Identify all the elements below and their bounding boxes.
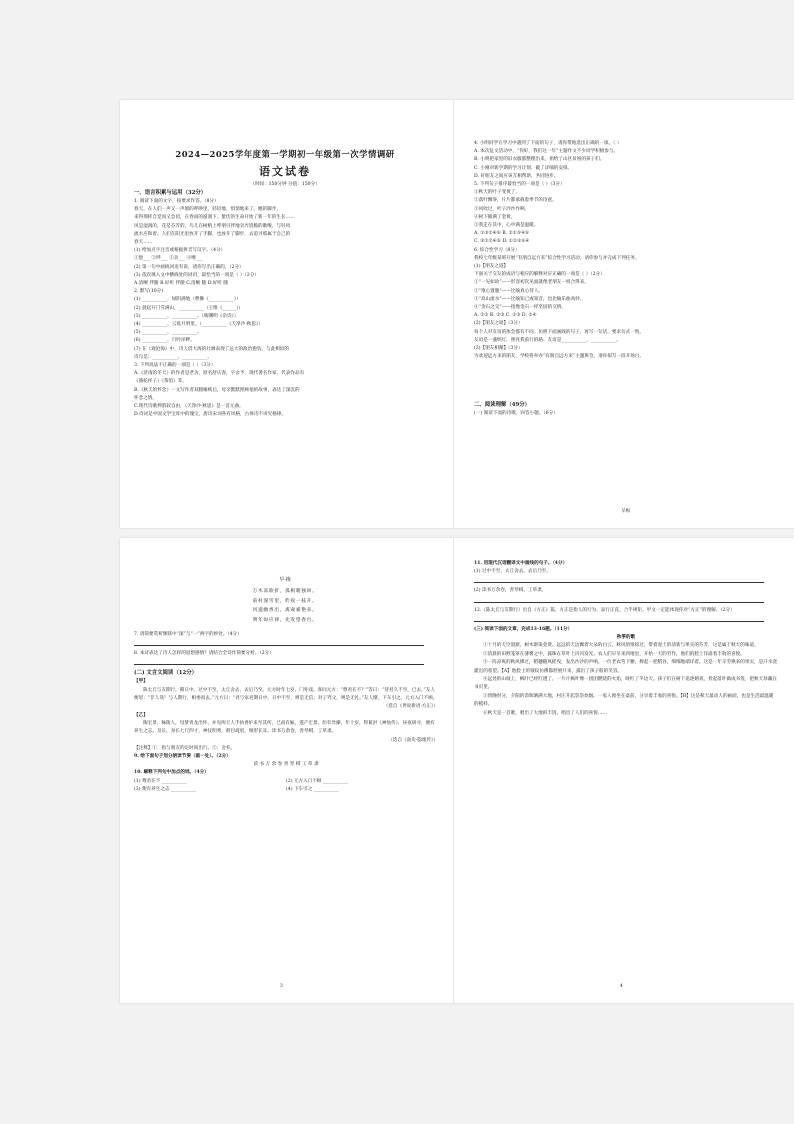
question-line: (3)【朋友相聚】（3分） (474, 346, 523, 352)
question-line: A. 本次征文活动中，“你好，我们这一年”主题作文不少同学积极参与。 (474, 149, 619, 155)
subsection-heading: (一) 阅读下面的诗歌，回答小题。（6分） (474, 411, 558, 417)
poem-title: 早·梅 (279, 577, 291, 583)
article-paragraph: ⑥秋天是一首歌，唱出了大地的丰饶，唱出了人们的喜悦…… (483, 710, 608, 716)
question-line: ④树下铺满了金黄， (474, 214, 516, 220)
question-line: (1)【朋友之道】 (474, 264, 509, 270)
question-10: 10. 解释下列句中加点的词。（4分） (134, 770, 209, 776)
question-line: 3. 下列说法不正确的一项是（ ）（3分） (134, 363, 216, 369)
section-heading: (三) 阅读下面的文章，完成13-16题。（11分） (474, 627, 573, 633)
answer-line (474, 602, 764, 603)
question-line: (4) ___________，云低月明里。（___________《天净沙·秋思》） (134, 322, 263, 328)
question-line: (5) ___________，___________。 (134, 330, 202, 336)
poem-line: 明年如应律，先发望春台。 (252, 617, 318, 623)
question-line: 怀念之情。 (134, 395, 157, 401)
question-line: C. 小刚对新学期的学习计划，做了详细的安排。 (474, 165, 573, 171)
question-line: ①秋天的叶子变黄了， (474, 190, 520, 196)
page-number: 3 (280, 984, 283, 989)
question-line: 流水应和着。人们在阳光里放开了手脚，也放开了脚步，去追寻那属于自己的 (134, 231, 291, 237)
exam-sheet-bottom (120, 538, 794, 1003)
question-line: C. ③①②④⑤ D. ①②③⑤④ (474, 239, 530, 245)
classical-text-b: 陶宏景，秣陵人，母梦青龙出怀，并见两天人手执香炉来至其所，已而有娠，遂产宏景。幼有异操，年十岁，得葛洪《神仙传》，昼夜研寻，便有养生之志。及长，身长七尺四寸，神仪明秀，朗目疏眉，细形长耳。读书万余卷，善琴棋，工草隶。 (134, 720, 435, 735)
question-line: (7) 在《观沧海》中，诗人借大海的壮阔表现了远大的政治抱负，与此相似的 (134, 346, 289, 352)
question-line: ②“推心置腹”——比喻真心待人。 (474, 288, 544, 294)
section-heading: (二) 文言文阅读（12分） (134, 670, 197, 677)
question-line: ⑤我走在其中，心中满是温暖。 (474, 223, 539, 229)
question-line: 每个人对友谊的体会都有不同。仿照下面画线的句子，再写一句话，要求句式一致。 (474, 329, 644, 335)
question-line: A.清晰 伴随 B.好听 伴随 C.清晰 随 D.好听 随 (134, 281, 228, 287)
question-line: (1) 给加点字注音或根据拼音写汉字。（4分） (134, 248, 226, 254)
question-10-items (134, 778, 438, 794)
question-line: 诗句是：___________，___________。 (134, 354, 213, 360)
section-heading: 二、阅读理解（49分） (474, 402, 531, 409)
question-line: 我校七年级某班开展“有朋自远方来”综合性学习活动，请你参与并完成下列任务。 (474, 255, 640, 261)
poem-start: 早梅 (621, 509, 630, 514)
question-7: 7. 请简要赏析颔联中“深”与“一”两字的妙处。（4分） (134, 632, 242, 637)
page-1 (120, 100, 450, 528)
answer-line (134, 664, 424, 665)
question-8: 8. 本诗表达了诗人怎样的思想感情？请结合全诗作简要分析。（2分） (134, 651, 274, 657)
answer-line (134, 645, 424, 646)
question-line: 《骆驼祥子》《茶馆》等。 (134, 379, 187, 385)
question-9-sentence: 读 书 万 余 卷 善 琴 棋 工 草 隶 (253, 762, 319, 768)
answer-line (474, 582, 764, 583)
question-line: 来得那样自觉而又急切，在春雨的滋润下，蛰伏的生命开始了新一年的生长…… (134, 215, 295, 221)
text-label-b: 【乙】 (134, 712, 148, 718)
article-body (474, 642, 778, 718)
question-line: B. 小明把家里的旧衣服都整理出来，捐给了山区贫困的孩子们。 (474, 157, 605, 163)
question-line: D.诗词是中国文学宝库中的瑰宝，唐诗宋词各有风格，古体诗不讲究格律。 (134, 412, 286, 418)
article-paragraph: ①十月的天空澄澈，树木渐染金黄。远远的天边飘着大朵的白云，秋风悄悄掠过，带着泥土的清新与果实的芬芳，这是属于秋天的味道。 (483, 643, 759, 649)
question-line: A. ①③②④⑤ B. ②①③④⑤ (474, 231, 530, 237)
question-line: 2. 默写(10分) (134, 289, 164, 295)
question-line: ①“一见如故”——形容初次见面就像老朋友一样合得来。 (474, 280, 589, 286)
question-line: D. 好朋友之间应该互相帮助，共同进步。 (474, 173, 559, 179)
question-line: (2)【朋友之间】（3分） (474, 321, 523, 327)
paper-title: 语文试卷 (259, 165, 311, 178)
text-label-a: 【甲】 (134, 679, 148, 685)
exam-meta: （时间：150分钟 分值：150分） (250, 182, 320, 187)
question-line: (2) 晨起开门雪满山，___________（王维《______》） (134, 305, 244, 311)
exam-sheet-top (120, 100, 794, 528)
page-2 (460, 100, 790, 528)
question-10-item: (2) 元方入门不顾 ___________ (286, 778, 349, 784)
article-paragraph: ④远处的山坡上，枫叶已经红透了。一片片枫叶像一团团燃烧的火焰，映红了半边天。孩子们在树下追逐嬉戏，捡起落叶做成书签，把秋天珍藏在书页里。 (474, 677, 778, 691)
article-paragraph: ②清晨的田野笼罩在薄雾之中，露珠在草叶上闪闪发光。农人们早早来到地里，开始一天的劳作，他们的脸上洋溢着丰收的喜悦。 (483, 651, 745, 657)
poem-body (120, 587, 450, 625)
question-line: 春天…… (134, 240, 153, 246)
poem-line: 万木冻欲折，孤根暖独回。 (252, 589, 318, 594)
article-title: 秋季的歌 (616, 635, 636, 641)
question-lines (134, 198, 438, 419)
page-number: 4 (620, 984, 623, 989)
question-line: ①蛰___ ②呼___ ③卖___ ④嘹___ (134, 256, 203, 262)
question-10-item: (3) 便有养生之志 ___________ (134, 786, 197, 792)
question-line: (3) 依次填入文中横线处的词语，最恰当的一项是（ ）（2分） (134, 272, 259, 278)
article-paragraph: ③一阵凉爽的秋风拂过，稻穗随风摇曳，发出沙沙的声响。一位老农弯下腰，捧起一把稻谷，细细地端详着。这是一年辛劳换来的果实，是汗水浇灌出的希望。【A】他脸上的皱纹仿佛都舒展开来，露出了孩子般的笑容。 (474, 660, 778, 674)
question-line: 4. 小明同学在学习中遇到了下面的句子，请你帮他选出正确的一项。（ ） (474, 141, 622, 146)
source-a: （选自《世说新语·方正》） (383, 704, 438, 710)
question-line: 春天，在人们一声又一声甜的呼唤里，轻轻地、悄悄地来了。她的脚步， (134, 207, 282, 213)
question-10-item: (1) 尊君在不 ___________ (134, 778, 188, 784)
question-11: 11. 用现代汉语翻译文中画线的句子。（4分） (474, 561, 568, 566)
question-line: 风是湿润的，花是芬芳的，鸟儿在树梢上呼朋引伴地卖弄清脆的歌喉，与轻风 (134, 223, 291, 229)
question-lines (474, 140, 778, 361)
question-line: (2) 第一句中画线词语有误，请你写出正确的。（2分） (134, 264, 244, 270)
annotation: 【注释】①：指与朋友约定时间出行。②：舍弃。 (134, 745, 236, 751)
source-b: （选自《南史·隐逸传》） (388, 737, 438, 743)
exam-title: 2024—2025学年度第一学期初一年级第一次学情调研 (175, 149, 395, 159)
question-line: 1. 阅读下面的文字，按要求作答。（8分） (134, 199, 219, 204)
question-line: (3) ___________，___________。（陶渊明《杂诗》） (134, 313, 239, 319)
page-4 (460, 538, 790, 1003)
poem-line: 风递幽香出，禽窥素艳来。 (252, 608, 318, 613)
question-line: 友谊是一盏明灯，照亮我前行的路；友谊是___________，___________。 (474, 337, 622, 343)
question-line: (6) ___________，行吟泽畔。 (134, 338, 195, 344)
question-line: B.《秋天的怀念》一文写作者双腿瘫痪后，母亲默默照顾他的故事，表达了深沉的 (134, 387, 300, 393)
question-12: 12.《陈太丘与友期行》出自《方正》篇，方正是指人的行为、品行正直，合乎规矩。甲文一定能体现你对“方正”的理解。（2分） (474, 607, 735, 613)
classical-text-a: 陈太丘与友期行，期日中。过中不至，太丘舍去，去后乃至。元方时年七岁，门外戏。客问元方：“尊君在不？”答曰：“待君久不至，已去。”友人便怒：“非人哉！与人期行，相委而去。”元方曰：“君与家君期日中。日中不至，则是无信；对子骂父，则是无礼。”友人惭，下车引之。元方入门不顾。 (134, 687, 438, 702)
question-11-b: (2) 读书万余卷，善琴棋，工草隶。 (474, 588, 547, 594)
question-line: A. ①② B. ①③ C. ②③ D. ②④ (474, 313, 537, 319)
question-line: 6. 综合性学习（8分） (474, 247, 520, 253)
question-line: 5. 下列句子排序最恰当的一项是（ ）（3分） (474, 182, 565, 188)
question-line: ③风吹过，叶子沙沙作响， (474, 206, 530, 212)
answer-line (474, 621, 764, 622)
question-line: C.现代诗歌押韵较自由，《天净沙·秋思》是一首元曲。 (134, 404, 244, 410)
poem-line: 前村深雪里，昨夜一枝开。 (252, 598, 318, 604)
question-line: 下面关于交友的成语与相应的解释对应正确的一项是（ ）（2分） (474, 272, 605, 278)
question-line: ④“金石之交”——指像金石一样坚固的交情。 (474, 305, 566, 311)
section-heading: 一、语言积累与运用（32分） (134, 190, 207, 196)
question-9: 9. 给下面句子划分朗读节奏（画一处）。（2分） (134, 754, 231, 760)
question-line: (1) ___________，绿阴满地（曹操《___________》） (134, 297, 241, 303)
question-11-a: (1) 过中不至，太丘舍去，去后乃至。 (474, 569, 551, 575)
question-10-item: (4) 下车引之 ___________ (286, 786, 340, 792)
question-line: A.《济南的冬天》的作者是老舍，原名舒庆春，字舍予，现代著名作家，代表作品有 (134, 371, 305, 377)
page-divider (453, 538, 454, 1003)
question-line: ③“高山流水”——比喻知己或知音，也比喻乐曲高妙。 (474, 296, 585, 302)
page-3 (120, 538, 450, 1003)
question-line: 为欢迎远方来的朋友，学校将举办“有朋自远方来”主题班会，请你拟写一段开场白。 (474, 354, 645, 360)
article-paragraph: ⑤傍晚时分，夕阳的余晖洒满大地，村庄升起袅袅炊烟。一家人围坐在桌前，分享着丰收的喜悦。【B】这是秋天最动人的画面，也是生活最温暖的模样。 (474, 693, 774, 708)
page-divider (453, 100, 454, 528)
question-line: ②落叶飘零，片片都承载着季节的诗意。 (474, 198, 557, 204)
